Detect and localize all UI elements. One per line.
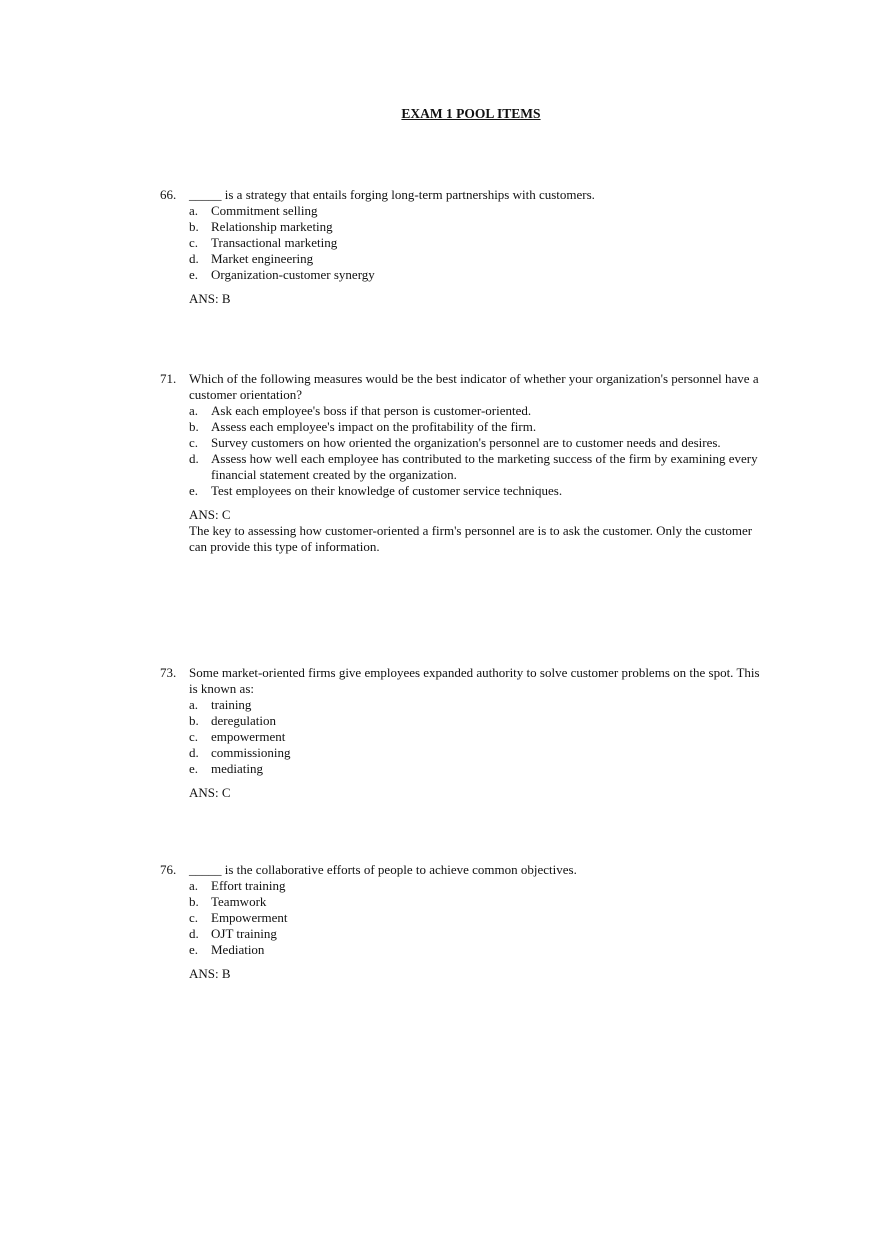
question-number: 66. xyxy=(160,187,177,202)
choice-text: deregulation xyxy=(211,713,276,728)
choice-text: Teamwork xyxy=(211,894,267,909)
choice-letter: b. xyxy=(189,219,199,234)
choice-text: Commitment selling xyxy=(211,203,318,218)
question-number: 71. xyxy=(160,371,177,386)
answer-key: ANS: B xyxy=(189,291,231,306)
choice-item xyxy=(160,910,760,926)
choice-letter: c. xyxy=(189,910,199,925)
question-73 xyxy=(160,665,760,801)
choice-item xyxy=(160,483,760,499)
question-stem xyxy=(160,862,760,878)
choice-item xyxy=(160,435,760,451)
question-76 xyxy=(160,862,760,982)
choice-letter: e. xyxy=(189,942,199,957)
choice-text: empowerment xyxy=(211,729,286,744)
choice-letter: a. xyxy=(189,403,199,418)
choice-text: Transactional marketing xyxy=(211,235,338,250)
choice-item xyxy=(160,745,760,761)
question-text: _____ is the collaborative efforts of people to achieve common objectives. xyxy=(189,862,577,877)
answer-key: ANS: B xyxy=(189,966,231,981)
choice-item xyxy=(160,942,760,958)
choice-text: Effort training xyxy=(211,878,286,893)
choice-list xyxy=(160,697,760,777)
answer-key: ANS: C xyxy=(189,507,231,522)
choice-text: Mediation xyxy=(211,942,265,957)
choice-item xyxy=(160,713,760,729)
choice-item xyxy=(160,451,760,483)
choice-item xyxy=(160,729,760,745)
choice-item xyxy=(160,251,760,267)
question-stem xyxy=(160,665,760,697)
choice-text: Relationship marketing xyxy=(211,219,333,234)
choice-text: Empowerment xyxy=(211,910,288,925)
choice-text: Market engineering xyxy=(211,251,314,266)
choice-item xyxy=(160,926,760,942)
choice-letter: c. xyxy=(189,235,199,250)
choice-letter: e. xyxy=(189,483,199,498)
choice-letter: a. xyxy=(189,878,199,893)
choice-item xyxy=(160,267,760,283)
choice-letter: d. xyxy=(189,451,199,466)
choice-item xyxy=(160,878,760,894)
question-text: Some market-oriented firms give employees expanded authority to solve customer problems on the spot. This is known as: xyxy=(189,665,760,696)
question-number: 76. xyxy=(160,862,177,877)
choice-text: Ask each employee's boss if that person is customer-oriented. xyxy=(211,403,532,418)
choice-letter: d. xyxy=(189,926,199,941)
choice-letter: a. xyxy=(189,203,199,218)
choice-item xyxy=(160,219,760,235)
choice-item xyxy=(160,419,760,435)
question-71 xyxy=(160,371,760,555)
choice-text: Survey customers on how oriented the organization's personnel are to customer needs and desires. xyxy=(211,435,721,450)
choice-text: mediating xyxy=(211,761,263,776)
choice-letter: b. xyxy=(189,894,199,909)
choice-text: Test employees on their knowledge of customer service techniques. xyxy=(211,483,563,498)
choice-list xyxy=(160,878,760,958)
choice-text: Organization-customer synergy xyxy=(211,267,375,282)
choice-list xyxy=(160,403,760,499)
choice-item xyxy=(160,894,760,910)
choice-text: OJT training xyxy=(211,926,277,941)
choice-letter: b. xyxy=(189,713,199,728)
choice-letter: c. xyxy=(189,435,199,450)
question-66 xyxy=(160,187,760,307)
choice-item xyxy=(160,697,760,713)
question-number: 73. xyxy=(160,665,177,680)
question-text: Which of the following measures would be the best indicator of whether your organization's personnel have a customer orientation? xyxy=(189,371,759,402)
question-stem xyxy=(160,187,760,203)
question-stem xyxy=(160,371,760,403)
choice-letter: c. xyxy=(189,729,199,744)
choice-item xyxy=(160,761,760,777)
choice-letter: e. xyxy=(189,761,199,776)
answer-key: ANS: C xyxy=(189,785,231,800)
choice-text: commissioning xyxy=(211,745,291,760)
choice-letter: e. xyxy=(189,267,199,282)
question-text: _____ is a strategy that entails forging long-term partnerships with customers. xyxy=(189,187,595,202)
choice-item xyxy=(160,403,760,419)
choice-list xyxy=(160,203,760,283)
choice-letter: d. xyxy=(189,251,199,266)
choice-item xyxy=(160,235,760,251)
choice-text: Assess each employee's impact on the profitability of the firm. xyxy=(211,419,537,434)
choice-text: training xyxy=(211,697,252,712)
choice-item xyxy=(160,203,760,219)
choice-letter: d. xyxy=(189,745,199,760)
choice-letter: b. xyxy=(189,419,199,434)
page-title: EXAM 1 POOL ITEMS xyxy=(401,106,541,121)
choice-letter: a. xyxy=(189,697,199,712)
answer-explanation: The key to assessing how customer-oriented a firm's personnel are is to ask the customer. Only the customer can provide this type of information. xyxy=(189,523,753,554)
choice-text: Assess how well each employee has contributed to the marketing success of the firm by examining every financial statement created by the organization. xyxy=(211,451,758,482)
